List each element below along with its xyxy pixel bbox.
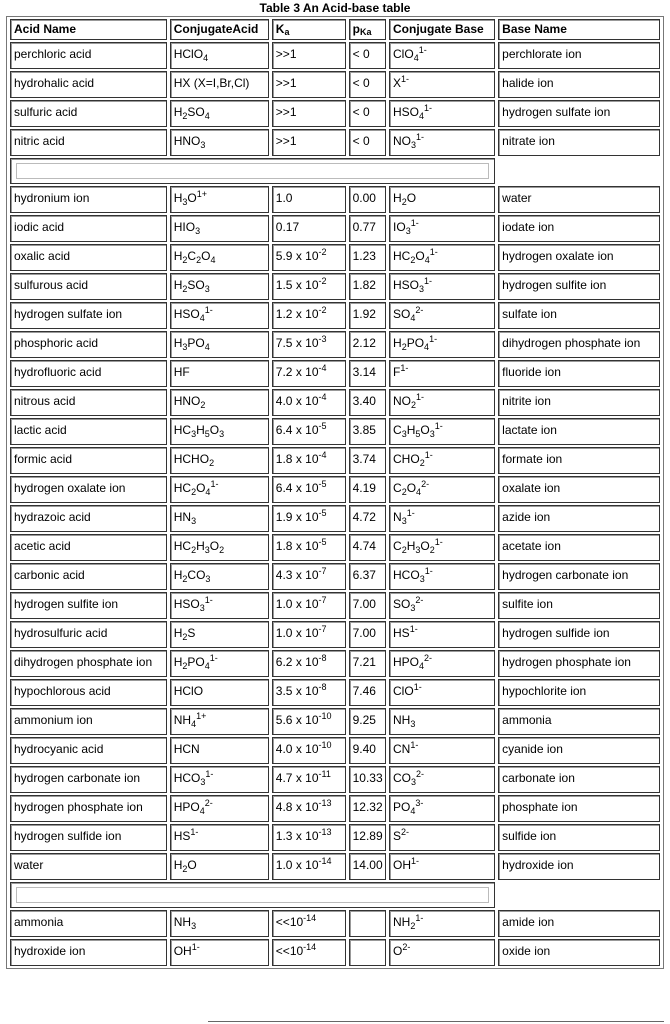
acid-name-cell: hydrogen sulfide ion: [10, 824, 167, 851]
table-row: [10, 592, 660, 619]
conjugate-acid-cell: $HC_2H_3O_2$: [170, 534, 269, 561]
base-name-cell: halide ion: [498, 71, 660, 98]
table-row: [10, 505, 660, 532]
conjugate-base-cell: $IO_3^{1-}$: [389, 215, 495, 242]
acid-name-cell: hydrocyanic acid: [10, 737, 167, 764]
table-row: [10, 708, 660, 735]
table-row: [10, 331, 660, 358]
conjugate-base-cell: $HS^{1-}$: [389, 621, 495, 648]
header-base-name: Base Name: [498, 19, 660, 40]
pka-cell: < 0: [349, 71, 386, 98]
conjugate-acid-cell: $H_3PO_4$: [170, 331, 269, 358]
pka-cell: 4.72: [349, 505, 386, 532]
acid-name-cell: formic acid: [10, 447, 167, 474]
base-name-cell: lactate ion: [498, 418, 660, 445]
pka-cell: 3.40: [349, 389, 386, 416]
acid-name-cell: hydrogen phosphate ion: [10, 795, 167, 822]
acid-name-cell: iodic acid: [10, 215, 167, 242]
pka-cell: [349, 910, 386, 937]
conjugate-acid-cell: $HC_2O_4^{1-}$: [170, 476, 269, 503]
conjugate-base-cell: $CHO_2^{1-}$: [389, 447, 495, 474]
acid-name-cell: hydrosulfuric acid: [10, 621, 167, 648]
conjugate-base-cell: $C_3H_5O_3^{1-}$: [389, 418, 495, 445]
conjugate-base-cell: $NH_3$: [389, 708, 495, 735]
base-name-cell: cyanide ion: [498, 737, 660, 764]
base-name-cell: oxalate ion: [498, 476, 660, 503]
conjugate-acid-cell: $HNO_3$: [170, 129, 269, 156]
table-row: [10, 186, 660, 213]
ka-cell: 3.5 x $10^{-8}$: [272, 679, 346, 706]
pka-cell: 2.12: [349, 331, 386, 358]
ka-cell: 6.4 x $10^{-5}$: [272, 418, 346, 445]
conjugate-acid-cell: $H_2CO_3$: [170, 563, 269, 590]
base-name-cell: nitrate ion: [498, 129, 660, 156]
header-conjugate-acid: ConjugateAcid: [170, 19, 269, 40]
base-name-cell: hypochlorite ion: [498, 679, 660, 706]
group-separator-row: [10, 158, 660, 184]
ka-cell: 1.8 x $10^{-4}$: [272, 447, 346, 474]
table-row: [10, 621, 660, 648]
conjugate-base-cell: $O^{2-}$: [389, 939, 495, 966]
ka-cell: 0.17: [272, 215, 346, 242]
table-row: [10, 795, 660, 822]
acid-name-cell: nitric acid: [10, 129, 167, 156]
conjugate-base-cell: $SO_4^{2-}$: [389, 302, 495, 329]
conjugate-base-cell: $H_2O$: [389, 186, 495, 213]
acid-base-table: [6, 16, 664, 969]
ka-cell: 4.0 x $10^{-4}$: [272, 389, 346, 416]
pka-cell: 7.00: [349, 621, 386, 648]
ka-cell: >>1: [272, 71, 346, 98]
table-row: [10, 244, 660, 271]
conjugate-acid-cell: HClO: [170, 679, 269, 706]
separator-cell: [498, 158, 660, 184]
conjugate-acid-cell: $HPO_4^{2-}$: [170, 795, 269, 822]
separator-inner: [16, 163, 489, 179]
table-row: [10, 215, 660, 242]
base-name-cell: hydrogen phosphate ion: [498, 650, 660, 677]
pka-cell: 12.32: [349, 795, 386, 822]
ka-cell: 4.3 x $10^{-7}$: [272, 563, 346, 590]
base-name-cell: carbonate ion: [498, 766, 660, 793]
conjugate-acid-cell: $H_2SO_4$: [170, 100, 269, 127]
conjugate-acid-cell: $H_2S$: [170, 621, 269, 648]
header-conjugate-base: Conjugate Base: [389, 19, 495, 40]
table-row: [10, 100, 660, 127]
table-row: [10, 766, 660, 793]
acid-name-cell: hydrazoic acid: [10, 505, 167, 532]
base-name-cell: nitrite ion: [498, 389, 660, 416]
base-name-cell: iodate ion: [498, 215, 660, 242]
conjugate-acid-cell: $HS^{1-}$: [170, 824, 269, 851]
table-row: [10, 447, 660, 474]
acid-name-cell: hydrofluoric acid: [10, 360, 167, 387]
conjugate-acid-cell: $H_2PO_4^{1-}$: [170, 650, 269, 677]
ka-cell: 1.3 x $10^{-13}$: [272, 824, 346, 851]
acid-name-cell: ammonium ion: [10, 708, 167, 735]
acid-name-cell: hypochlorous acid: [10, 679, 167, 706]
table-row: [10, 389, 660, 416]
bottom-rule: [208, 1021, 664, 1022]
acid-name-cell: phosphoric acid: [10, 331, 167, 358]
pka-cell: 0.00: [349, 186, 386, 213]
pka-cell: 12.89: [349, 824, 386, 851]
conjugate-acid-cell: HClO$_4$: [170, 42, 269, 69]
table-row: [10, 302, 660, 329]
acid-name-cell: nitrous acid: [10, 389, 167, 416]
pka-cell: 4.19: [349, 476, 386, 503]
base-name-cell: water: [498, 186, 660, 213]
table-row: [10, 563, 660, 590]
base-name-cell: sulfite ion: [498, 592, 660, 619]
conjugate-base-cell: $F^{1-}$: [389, 360, 495, 387]
table-row: [10, 42, 660, 69]
acid-name-cell: sulfuric acid: [10, 100, 167, 127]
pka-cell: 1.92: [349, 302, 386, 329]
ka-cell: 1.9 x $10^{-5}$: [272, 505, 346, 532]
group-separator-row: [10, 882, 660, 908]
ka-cell: 5.6 x $10^{-10}$: [272, 708, 346, 735]
conjugate-base-cell: ClO$_4^{1-}$: [389, 42, 495, 69]
base-name-cell: oxide ion: [498, 939, 660, 966]
conjugate-base-cell: $HC_2O_4^{1-}$: [389, 244, 495, 271]
ka-cell: 1.5 x $10^{-2}$: [272, 273, 346, 300]
conjugate-acid-cell: $H_2SO_3$: [170, 273, 269, 300]
ka-cell: $<<10^{-14}$: [272, 939, 346, 966]
conjugate-acid-cell: $NH_3$: [170, 910, 269, 937]
pka-cell: 1.23: [349, 244, 386, 271]
conjugate-acid-cell: $HIO_3$: [170, 215, 269, 242]
conjugate-base-cell: $HSO_4^{1-}$: [389, 100, 495, 127]
table-row: [10, 129, 660, 156]
conjugate-base-cell: $C_2O_4^{2-}$: [389, 476, 495, 503]
base-name-cell: sulfide ion: [498, 824, 660, 851]
header-acid-name: Acid Name: [10, 19, 167, 40]
conjugate-base-cell: $OH^{1-}$: [389, 853, 495, 880]
acid-name-cell: sulfurous acid: [10, 273, 167, 300]
ka-cell: 5.9 x $10^{-2}$: [272, 244, 346, 271]
base-name-cell: azide ion: [498, 505, 660, 532]
acid-name-cell: dihydrogen phosphate ion: [10, 650, 167, 677]
pka-cell: 0.77: [349, 215, 386, 242]
ka-cell: 4.0 x $10^{-10}$: [272, 737, 346, 764]
conjugate-base-cell: ClO$^{1-}$: [389, 679, 495, 706]
conjugate-acid-cell: $H_2O$: [170, 853, 269, 880]
conjugate-acid-cell: $NH_4^{1+}$: [170, 708, 269, 735]
acid-name-cell: ammonia: [10, 910, 167, 937]
conjugate-acid-cell: $HCHO_2$: [170, 447, 269, 474]
acid-name-cell: perchloric acid: [10, 42, 167, 69]
conjugate-acid-cell: $HNO_2$: [170, 389, 269, 416]
pka-cell: 9.25: [349, 708, 386, 735]
acid-name-cell: hydrohalic acid: [10, 71, 167, 98]
conjugate-base-cell: $H_2PO_4^{1-}$: [389, 331, 495, 358]
pka-cell: 3.14: [349, 360, 386, 387]
conjugate-acid-cell: $H_3O^{1+}$: [170, 186, 269, 213]
conjugate-base-cell: $PO_4^{3-}$: [389, 795, 495, 822]
ka-cell: >>1: [272, 129, 346, 156]
conjugate-acid-cell: HCN: [170, 737, 269, 764]
conjugate-base-cell: $NO_2^{1-}$: [389, 389, 495, 416]
base-name-cell: hydrogen sulfate ion: [498, 100, 660, 127]
conjugate-acid-cell: HF: [170, 360, 269, 387]
pka-cell: < 0: [349, 129, 386, 156]
conjugate-base-cell: $S^{2-}$: [389, 824, 495, 851]
table-row: [10, 418, 660, 445]
header-row: [10, 19, 660, 40]
pka-cell: 6.37: [349, 563, 386, 590]
header-pka: $p_{Ka}$: [349, 19, 386, 40]
ka-cell: 1.0: [272, 186, 346, 213]
conjugate-acid-cell: $H_2C_2O_4$: [170, 244, 269, 271]
ka-cell: 6.2 x $10^{-8}$: [272, 650, 346, 677]
base-name-cell: sulfate ion: [498, 302, 660, 329]
acid-name-cell: hydrogen sulfate ion: [10, 302, 167, 329]
base-name-cell: hydrogen sulfide ion: [498, 621, 660, 648]
conjugate-base-cell: $HCO_3^{1-}$: [389, 563, 495, 590]
acid-name-cell: hydrogen sulfite ion: [10, 592, 167, 619]
separator-cell: [498, 882, 660, 908]
pka-cell: < 0: [349, 42, 386, 69]
ka-cell: 4.7 x $10^{-11}$: [272, 766, 346, 793]
base-name-cell: hydroxide ion: [498, 853, 660, 880]
pka-cell: 7.21: [349, 650, 386, 677]
pka-cell: 14.00: [349, 853, 386, 880]
table-row: [10, 939, 660, 966]
ka-cell: 1.8 x $10^{-5}$: [272, 534, 346, 561]
ka-cell: 7.5 x $10^{-3}$: [272, 331, 346, 358]
table-row: [10, 360, 660, 387]
conjugate-base-cell: $N_3^{1-}$: [389, 505, 495, 532]
conjugate-base-cell: $C_2H_3O_2^{1-}$: [389, 534, 495, 561]
table-row: [10, 71, 660, 98]
ka-cell: $<<10^{-14}$: [272, 910, 346, 937]
table-row: [10, 476, 660, 503]
separator-cell: [10, 882, 495, 908]
ka-cell: >>1: [272, 100, 346, 127]
table-row: [10, 824, 660, 851]
conjugate-base-cell: $CN^{1-}$: [389, 737, 495, 764]
table-row: [10, 853, 660, 880]
conjugate-base-cell: $CO_3^{2-}$: [389, 766, 495, 793]
conjugate-acid-cell: $HSO_3^{1-}$: [170, 592, 269, 619]
table-caption: Table 3 An Acid-base table: [259, 1, 411, 15]
base-name-cell: acetate ion: [498, 534, 660, 561]
conjugate-base-cell: $X^{1-}$: [389, 71, 495, 98]
acid-name-cell: hydrogen carbonate ion: [10, 766, 167, 793]
conjugate-base-cell: $HSO_3^{1-}$: [389, 273, 495, 300]
ka-cell: >>1: [272, 42, 346, 69]
base-name-cell: dihydrogen phosphate ion: [498, 331, 660, 358]
base-name-cell: hydrogen carbonate ion: [498, 563, 660, 590]
pka-cell: 3.74: [349, 447, 386, 474]
acid-name-cell: hydrogen oxalate ion: [10, 476, 167, 503]
separator-inner: [16, 887, 489, 903]
ka-cell: 6.4 x $10^{-5}$: [272, 476, 346, 503]
acid-name-cell: hydronium ion: [10, 186, 167, 213]
acid-name-cell: water: [10, 853, 167, 880]
base-name-cell: phosphate ion: [498, 795, 660, 822]
table-body: [10, 42, 660, 966]
pka-cell: 4.74: [349, 534, 386, 561]
conjugate-acid-cell: $HCO_3^{1-}$: [170, 766, 269, 793]
base-name-cell: fluoride ion: [498, 360, 660, 387]
table-row: [10, 910, 660, 937]
pka-cell: [349, 939, 386, 966]
base-name-cell: perchlorate ion: [498, 42, 660, 69]
table-row: [10, 679, 660, 706]
conjugate-base-cell: $NH_2^{1-}$: [389, 910, 495, 937]
ka-cell: 1.0 x $10^{-14}$: [272, 853, 346, 880]
ka-cell: 1.0 x $10^{-7}$: [272, 621, 346, 648]
separator-cell: [10, 158, 495, 184]
pka-cell: 3.85: [349, 418, 386, 445]
conjugate-base-cell: $NO_3^{1-}$: [389, 129, 495, 156]
conjugate-acid-cell: $OH^{1-}$: [170, 939, 269, 966]
base-name-cell: hydrogen oxalate ion: [498, 244, 660, 271]
base-name-cell: hydrogen sulfite ion: [498, 273, 660, 300]
ka-cell: 7.2 x $10^{-4}$: [272, 360, 346, 387]
acid-name-cell: oxalic acid: [10, 244, 167, 271]
header-ka: $K_a$: [272, 19, 346, 40]
table-row: [10, 534, 660, 561]
acid-name-cell: acetic acid: [10, 534, 167, 561]
acid-name-cell: hydroxide ion: [10, 939, 167, 966]
ka-cell: 1.2 x $10^{-2}$: [272, 302, 346, 329]
pka-cell: 1.82: [349, 273, 386, 300]
base-name-cell: ammonia: [498, 708, 660, 735]
table-row: [10, 737, 660, 764]
acid-name-cell: carbonic acid: [10, 563, 167, 590]
conjugate-base-cell: $SO_3^{2-}$: [389, 592, 495, 619]
pka-cell: 9.40: [349, 737, 386, 764]
ka-cell: 4.8 x $10^{-13}$: [272, 795, 346, 822]
table-row: [10, 273, 660, 300]
acid-name-cell: lactic acid: [10, 418, 167, 445]
pka-cell: 7.46: [349, 679, 386, 706]
base-name-cell: amide ion: [498, 910, 660, 937]
conjugate-acid-cell: $HSO_4^{1-}$: [170, 302, 269, 329]
pka-cell: 7.00: [349, 592, 386, 619]
conjugate-base-cell: $HPO_4^{2-}$: [389, 650, 495, 677]
ka-cell: 1.0 x $10^{-7}$: [272, 592, 346, 619]
conjugate-acid-cell: HX (X=I,Br,Cl): [170, 71, 269, 98]
base-name-cell: formate ion: [498, 447, 660, 474]
conjugate-acid-cell: $HC_3H_5O_3$: [170, 418, 269, 445]
pka-cell: 10.33: [349, 766, 386, 793]
conjugate-acid-cell: $HN_3$: [170, 505, 269, 532]
table-row: [10, 650, 660, 677]
pka-cell: < 0: [349, 100, 386, 127]
